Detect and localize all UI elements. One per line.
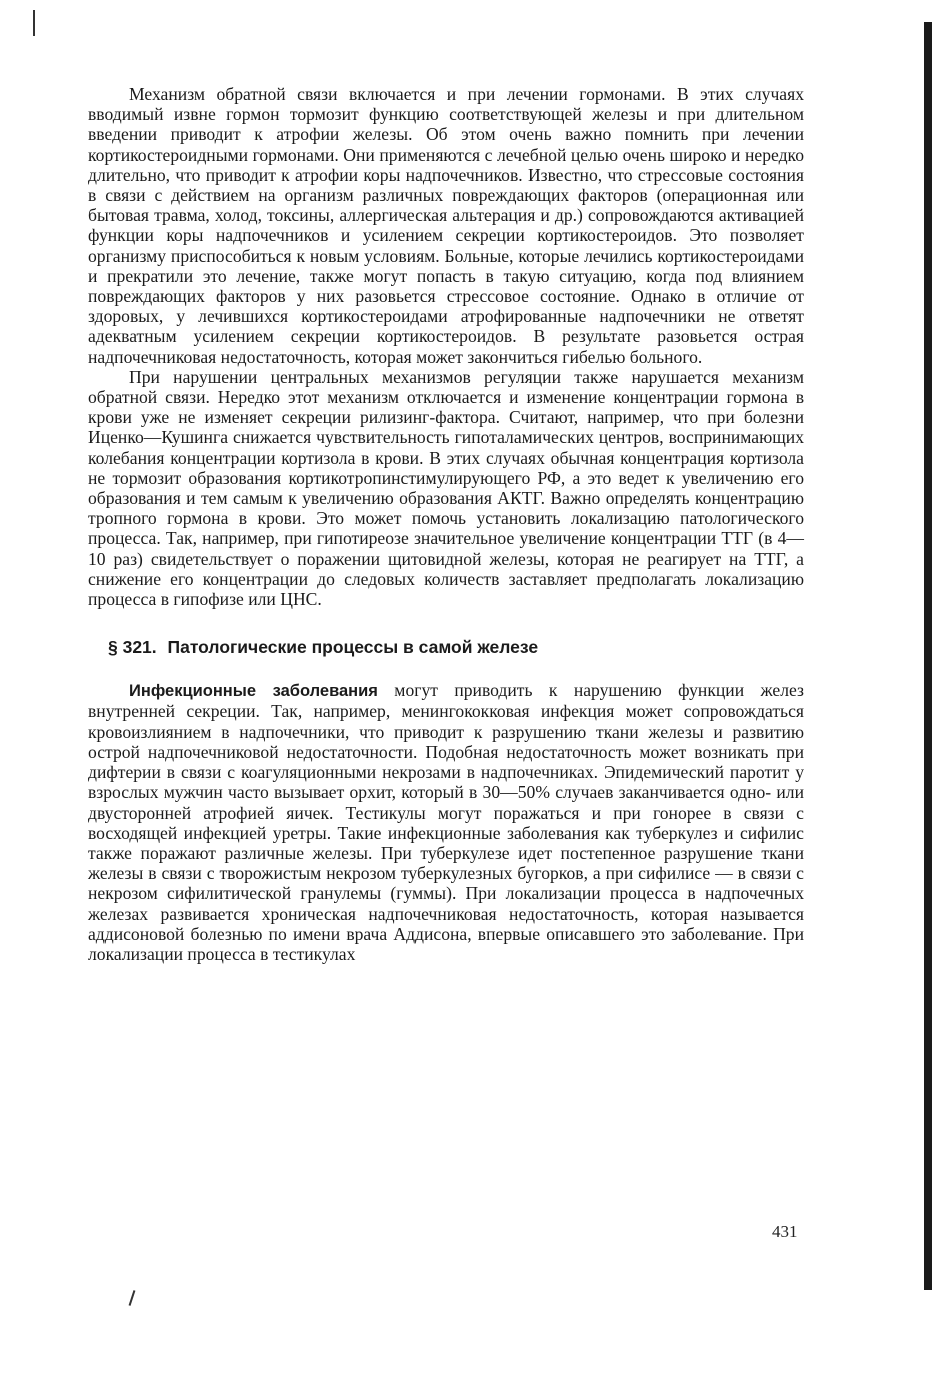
page-number: 431: [772, 1222, 798, 1241]
paragraph-central-regulation: При нарушении центральных механизмов регуляции также нарушается механизм обратной связи. Нередко этот механизм отключается и изменение концентрации гормона в крови уже не изменяет секреции рилизинг-фактора. Считают, например, что при болезни Иценко—Кушинга снижается чувствительность гипоталамических центров, воспринимающих колебания концентрации кортизола в крови. В этих случаях обычная концентрация кортизола не тормозит образования кортикотропинстимулирующего РФ, а это ведет к увеличению его образования и тем самым к увеличению образования АКТГ. Важно определять концентрацию тропного гормона в крови. Это может помочь установить локализацию патологического процесса. Так, например, при гипотиреозе значительное увеличение концентрации ТТГ (в 4—10 раз) свидетельствует о поражении щитовидной железы, которая не реагирует на ТТГ, а снижение его концентрации до следовых количеств заставляет предполагать локализацию процесса в гипофизе или ЦНС.: [88, 366, 804, 610]
scan-mark-top: [33, 10, 35, 36]
page-body: [88, 84, 804, 964]
paragraph-infections-text: могут приводить к нарушению функции желез внутренней секреции. Так, например, менингококковая инфекция может сопровождаться кровоизлиянием в надпочечники, что приводит к разрушению ткани железы и развитию острой надпочечниковой недостаточности. Подобная недостаточность может возникать при дифтерии в связи с коагуляционными некрозами в надпочечниках. Эпидемический паротит у взрослых мужчин часто вызывает орхит, который в 30—50% случаев заканчивается одно- или двусторонней атрофией яичек. Тестикулы могут поражаться и при гонорее в связи с восходящей инфекцией уретры. Такие инфекционные заболевания как туберкулез и сифилис также поражают различные железы. При туберкулезе идет постепенное разрушение ткани железы в связи с творожистым некрозом туберкулезных бугорков, а при сифилисе — в связи с некрозом сифилитической гранулемы (гуммы). При локализации процесса в надпочечных железах развивается хроническая надпочечниковая недостаточность, которая называется аддисоновой болезнью по имени врача Аддисона, впервые описавшего это заболевание. При локализации процесса в тестикулах: [88, 680, 804, 964]
section-title: Патологические процессы в самой железе: [167, 637, 539, 658]
paragraph-infections: [88, 680, 804, 964]
scan-mark-bottom: [129, 1290, 136, 1306]
section-number: § 321.: [108, 637, 157, 658]
scan-page-edge: [924, 22, 932, 1290]
paragraph-lead-term: Инфекционные заболевания: [129, 682, 378, 701]
paragraph-feedback-treatment: Механизм обратной связи включается и при лечении гормонами. В этих случаях вводимый извне гормон тормозит функцию соответствующей железы и при длительном введении приводит к атрофии железы. Об этом очень важно помнить при лечении кортикостероидными гормонами. Они применяются с лечебной целью очень широко и нередко длительно, что приводит к атрофии коры надпочечников. Известно, что стрессовые состояния в связи с действием на организм различных повреждающих факторов (операционная или бытовая травма, холод, токсины, аллергическая альтерация и др.) сопровождаются активацией функции коры надпочечников и усилением секреции кортикостероидов. Это позволяет организму приспособиться к новым условиям. Больные, которые лечились кортикостероидами и прекратили это лечение, также могут попасть в такую ситуацию, когда под влиянием повреждающих факторов у них разовьется стрессовое состояние. Однако в отличие от здоровых, у лечившихся кортикостероидами атрофированные надпочечники не ответят адекватным усилением секреции кортикостероидов. В результате разовьется острая надпочечниковая недостаточность, которая может закончиться гибелью больного.: [88, 84, 804, 367]
section-heading: [88, 636, 804, 658]
